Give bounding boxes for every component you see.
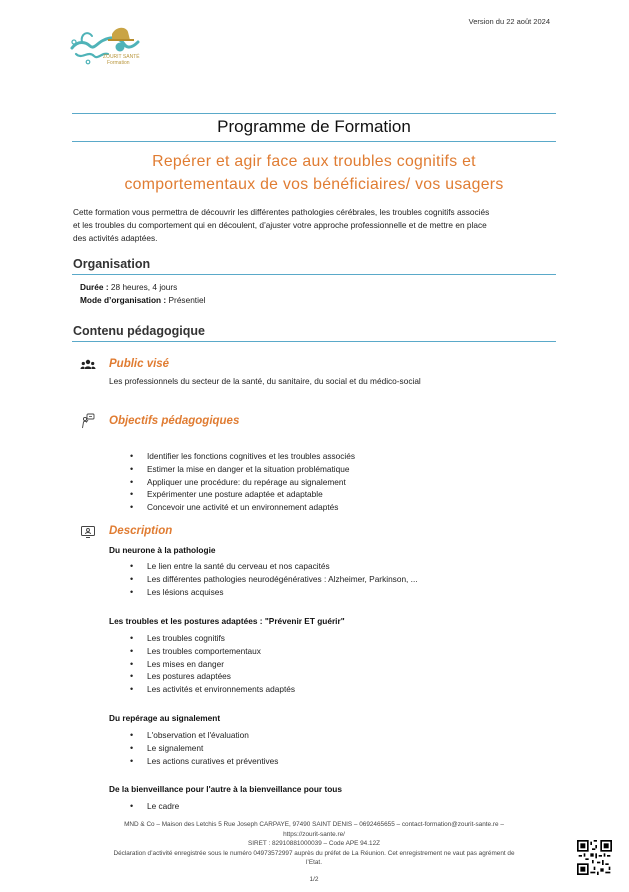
duree-label: Durée :	[80, 282, 109, 292]
logo-text	[103, 54, 140, 66]
version-label: Version du 22 août 2024	[468, 17, 550, 26]
course-title-line2: comportementaux de vos bénéficiaires/ vos usagers	[124, 176, 504, 193]
list-item: • Les postures adaptées	[130, 670, 295, 683]
description-list	[130, 560, 418, 598]
footer-declaration: Déclaration d’activité enregistrée sous le numéro 04973572997 auprès du préfet de La Réunion. Cet enregistrement ne vaut pas agrément de	[113, 849, 515, 857]
objectifs-list	[130, 450, 355, 514]
list-item: • Les actions curatives et préventives	[130, 755, 278, 768]
contenu-heading: Contenu pédagogique	[73, 324, 205, 338]
description-heading: Description	[109, 525, 173, 537]
intro-line2: et les troubles du comportement qui en découlent, d’ajuster votre approche professionnelle et de mettre en place	[73, 220, 487, 231]
course-title	[72, 150, 556, 196]
list-item: • Les troubles cognitifs	[130, 632, 295, 645]
footer	[72, 820, 556, 868]
list-item: • Les différentes pathologies neurodégénératives : Alzheimer, Parkinson, ...	[130, 573, 418, 586]
list-item: • Les troubles comportementaux	[130, 645, 295, 658]
objectifs-heading: Objectifs pédagogiques	[109, 415, 240, 427]
intro-line3: des activités adaptées.	[73, 233, 158, 244]
list-item: • Concevoir une activité et un environnement adaptés	[130, 501, 355, 514]
description-group-title: Du neurone à la pathologie	[109, 545, 216, 555]
footer-declaration-end: l’Etat.	[306, 859, 322, 866]
mode-line	[80, 295, 205, 305]
title-rule	[72, 141, 556, 142]
contenu-rule	[72, 341, 556, 342]
course-title-line1: Repérer et agir face aux troubles cognitifs et	[152, 153, 476, 170]
mode-value: Présentiel	[168, 295, 206, 305]
footer-website: https://zourit-sante.re/	[283, 830, 345, 838]
list-item: • Estimer la mise en danger et la situation problématique	[130, 463, 355, 476]
list-item: • Le lien entre la santé du cerveau et nos capacités	[130, 560, 418, 573]
organisation-rule	[72, 274, 556, 275]
qr-code-icon	[577, 840, 612, 875]
list-item: • L'observation et l'évaluation	[130, 729, 278, 742]
logo-text-line1: ZOURIT SANTÉ	[103, 54, 140, 60]
intro-line1: Cette formation vous permettra de découvrir les différentes pathologies cérébrales, les troubles cognitifs associés	[73, 207, 490, 217]
monitor-presentation-icon	[80, 524, 96, 540]
organisation-heading: Organisation	[73, 257, 151, 271]
page-number: 1/2	[309, 876, 319, 883]
mode-label: Mode d’organisation :	[80, 295, 167, 305]
top-rule	[72, 113, 556, 114]
public-heading: Public visé	[109, 358, 170, 370]
description-list	[130, 632, 295, 696]
logo-text-line2: Formation	[107, 60, 130, 66]
public-text: Les professionnels du secteur de la santé, du sanitaire, du social et du médico-social	[109, 376, 421, 386]
description-list	[130, 800, 179, 813]
duree-line	[80, 282, 177, 292]
list-item: • Le cadre	[130, 800, 179, 813]
description-group-title: De la bienveillance pour l'autre à la bienveillance pour tous	[109, 784, 342, 794]
list-item: • Expérimenter une posture adaptée et adaptable	[130, 488, 355, 501]
list-item: • Les lésions acquises	[130, 586, 418, 599]
footer-siret: SIRET : 82910881000039 – Code APE 94.12Z	[247, 840, 381, 847]
intro-paragraph	[73, 206, 557, 246]
footer-address: MND & Co – Maison des Letchis 5 Rue Joseph CARPAYE, 97490 SAINT DENIS – 0692465655 – contact-formation@zourit-sante.re –	[124, 821, 504, 828]
description-group-title: Les troubles et les postures adaptées : "Prévenir ET guérir"	[109, 616, 345, 626]
list-item: • Identifier les fonctions cognitives et les troubles associés	[130, 450, 355, 463]
people-group-icon	[80, 357, 96, 373]
duree-value: 28 heures, 4 jours	[110, 282, 178, 292]
presenter-icon	[80, 413, 96, 429]
description-list	[130, 729, 278, 767]
program-title: Programme de Formation	[217, 117, 411, 136]
list-item: • Les activités et environnements adaptés	[130, 683, 295, 696]
list-item: • Les mises en danger	[130, 658, 295, 671]
description-group-title: Du repérage au signalement	[109, 713, 221, 723]
list-item: • Appliquer une procédure: du repérage au signalement	[130, 476, 355, 489]
list-item: • Le signalement	[130, 742, 278, 755]
